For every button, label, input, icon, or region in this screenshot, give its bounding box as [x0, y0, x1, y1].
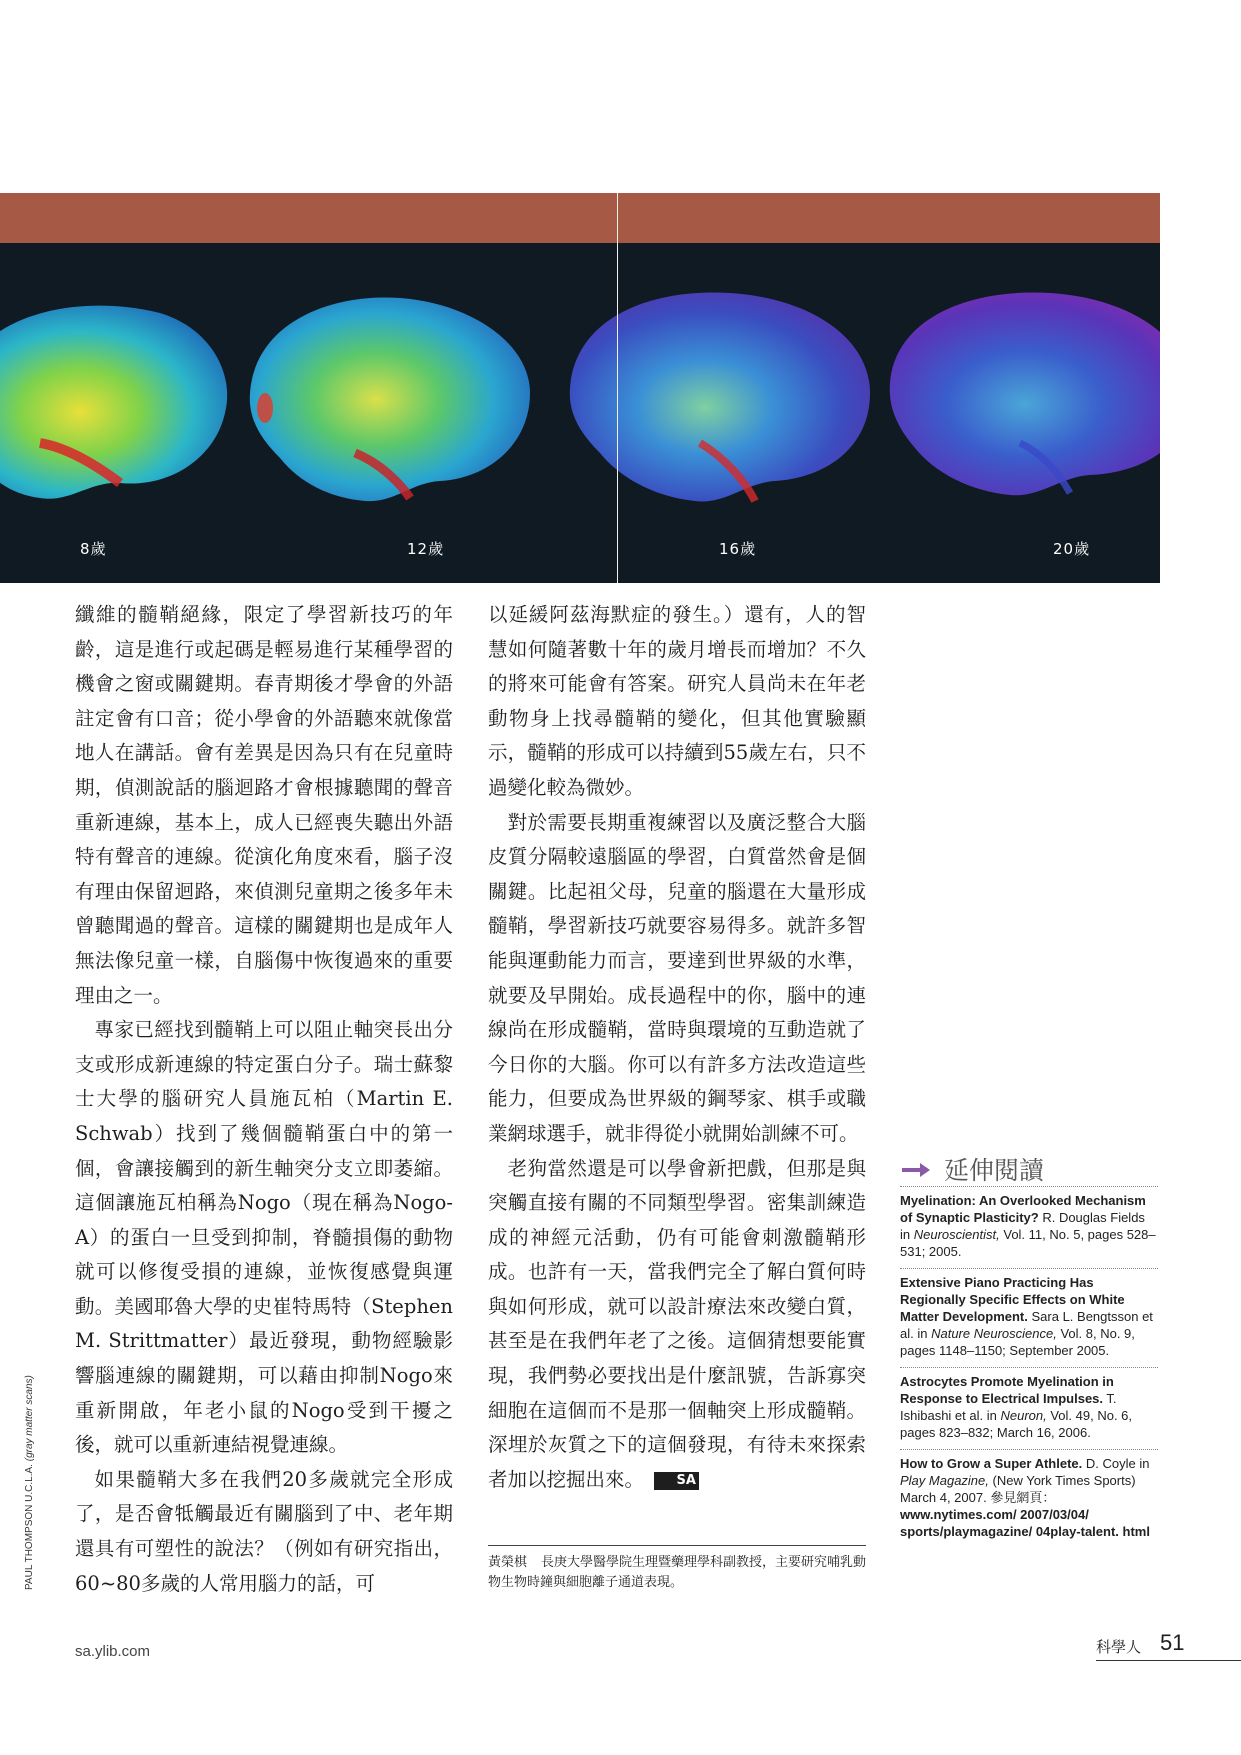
- author-divider: [488, 1545, 866, 1546]
- paragraph-last: [488, 1152, 866, 1498]
- footer-magazine-name: 科學人: [1096, 1638, 1142, 1656]
- reference-item: [900, 1367, 1158, 1449]
- reference-journal: Neuron,: [1000, 1408, 1047, 1423]
- article-column-middle: [488, 598, 866, 1497]
- reference-details: Vol. 49, No. 6, pages 823–832; March 16, 2006.: [900, 1408, 1133, 1440]
- brain-20: [890, 292, 1160, 495]
- footer-rule: [1096, 1660, 1241, 1661]
- age-label-16: 16歲: [719, 540, 757, 558]
- header-band: [0, 193, 1160, 243]
- brain-scan-figure: [0, 243, 1160, 583]
- reference-authors: T. Ishibashi et al. in: [900, 1391, 1117, 1423]
- paragraph: 纖維的髓鞘絕緣，限定了學習新技巧的年齡，這是進行或起碼是輕易進行某種學習的機會之窗或關鍵期。春青期後才學會的外語註定會有口音；從小學會的外語聽來就像當地人在講話。會有差異是因為只有在兒童時期，偵測說話的腦迴路才會根據聽聞的聲音重新連線，基本上，成人已經喪失聽出外語特有聲音的連線。從演化角度來看，腦子沒有理由保留迴路，來偵測兒童期之後多年未曾聽聞過的聲音。這樣的關鍵期也是成年人無法像兒童一樣，自腦傷中恢復過來的重要理由之一。: [75, 603, 453, 1007]
- author-description: 長庚大學醫學院生理暨藥理學科副教授，主要研究哺乳動物生物時鐘與細胞離子通道表現。: [488, 1555, 867, 1590]
- age-label-8: 8歲: [80, 540, 107, 558]
- reference-details: Vol. 8, No. 9, pages 1148–1150; September 2005.: [900, 1326, 1135, 1358]
- article-column-left: [75, 598, 453, 1601]
- reference-authors: Sara L. Bengtsson et al. in: [900, 1309, 1153, 1341]
- further-reading-title: 延伸閱讀: [944, 1155, 1045, 1185]
- footer-website[interactable]: sa.ylib.com: [75, 1643, 151, 1660]
- arrow-right-icon: [900, 1160, 932, 1180]
- reference-item: [900, 1268, 1158, 1367]
- reference-title: Astrocytes Promote Myelination in Response to Electrical Impulses.: [900, 1374, 1114, 1406]
- credit-note: (gray matter scans): [24, 1375, 35, 1462]
- author-name: 黃榮棋: [488, 1555, 528, 1570]
- further-reading-header: [900, 1155, 1158, 1185]
- reference-journal: Neuroscientist,: [913, 1227, 1000, 1242]
- reference-details: (New York Times Sports) March 4, 2007. 參見網頁：: [900, 1473, 1136, 1505]
- reference-journal: Nature Neuroscience,: [931, 1326, 1057, 1341]
- paragraph: 專家已經找到髓鞘上可以阻止軸突長出分支或形成新連線的特定蛋白分子。瑞士蘇黎士大學的腦研究人員施瓦柏（Martin E. Schwab）找到了幾個髓鞘蛋白中的第一個，會讓接觸到的新生軸突分支立即萎縮。這個讓施瓦柏稱為Nogo（現在稱為Nogo-A）的蛋白一旦受到抑制，脊髓損傷的動物就可以修復受損的連線，並恢復感覺與運動。美國耶魯大學的史崔特馬特（Stephen M. Strittmatter）最近發現，動物經驗影響腦連線的關鍵期，可以藉由抑制Nogo來重新開啟，年老小鼠的Nogo受到干擾之後，就可以重新連結視覺連線。: [75, 1018, 453, 1457]
- paragraph: 對於需要長期重複練習以及廣泛整合大腦皮質分隔較遠腦區的學習，白質當然會是個關鍵。比起祖父母，兒童的腦還在大量形成髓鞘，學習新技巧就要容易得多。就許多智能與運動能力而言，要達到世界級的水準，就要及早開始。成長過程中的你，腦中的連線尚在形成髓鞘，當時與環境的互動造就了今日你的大腦。你可以有許多方法改造這些能力，但要成為世界級的鋼琴家、棋手或職業網球選手，就非得從小就開始訓練不可。: [488, 810, 866, 1145]
- reference-title: Extensive Piano Practicing Has Regionally Specific Effects on White Matter Development.: [900, 1275, 1125, 1324]
- reference-title: How to Grow a Super Athlete.: [900, 1456, 1083, 1471]
- author-bio: [488, 1553, 868, 1593]
- paragraph: 如果髓鞘大多在我們20多歲就完全形成了，是否會牴觸最近有關腦到了中、老年期還具有可塑性的說法？（例如有研究指出，60~80多歲的人常用腦力的話，可: [75, 1467, 453, 1595]
- photo-credit: [24, 1360, 35, 1590]
- further-reading: [900, 1155, 1158, 1548]
- page-number: 51: [1160, 1630, 1185, 1655]
- reference-url[interactable]: www.nytimes.com/ 2007/03/04/ sports/playmagazine/ 04play-talent. html: [900, 1507, 1150, 1539]
- age-label-20: 20歲: [1053, 540, 1091, 558]
- reference-item: [900, 1449, 1158, 1548]
- sa-end-mark: SA: [654, 1472, 699, 1490]
- brain-scans-illustration: [0, 243, 1160, 583]
- brain-12: [250, 297, 530, 501]
- reference-item: [900, 1186, 1158, 1268]
- credit-name: PAUL THOMPSON U.C.L.A.: [24, 1464, 35, 1590]
- reference-journal: Play Magazine,: [900, 1473, 989, 1488]
- figure-divider: [617, 193, 618, 583]
- reference-title: Myelination: An Overlooked Mechanism of Synaptic Plasticity?: [900, 1193, 1146, 1225]
- paragraph: 以延緩阿茲海默症的發生。）還有，人的智慧如何隨著數十年的歲月增長而增加？不久的將來可能會有答案。研究人員尚未在年老動物身上找尋髓鞘的變化，但其他實驗顯示，髓鞘的形成可以持續到55歲左右，只不過變化較為微妙。: [488, 603, 866, 799]
- reference-authors: D. Coyle in: [1085, 1456, 1150, 1471]
- brain-8: [0, 306, 227, 499]
- reference-authors: R. Douglas Fields in: [900, 1210, 1145, 1242]
- paragraph-text: 老狗當然還是可以學會新把戲，但那是與突觸直接有關的不同類型學習。密集訓練造成的神經元活動，仍有可能會刺激髓鞘形成。也許有一天，當我們完全了解白質何時與如何形成，就可以設計療法來改變白質，甚至是在我們年老了之後。這個猜想要能實現，我們勢必要找出是什麼訊號，告訴寡突細胞在這個而不是那一個軸突上形成髓鞘。深埋於灰質之下的這個發現，有待未來探索者加以挖掘出來。: [488, 1156, 866, 1491]
- age-label-12: 12歲: [407, 540, 445, 558]
- brain-16: [570, 292, 870, 501]
- reference-details: Vol. 11, No. 5, pages 528–531; 2005.: [900, 1227, 1156, 1259]
